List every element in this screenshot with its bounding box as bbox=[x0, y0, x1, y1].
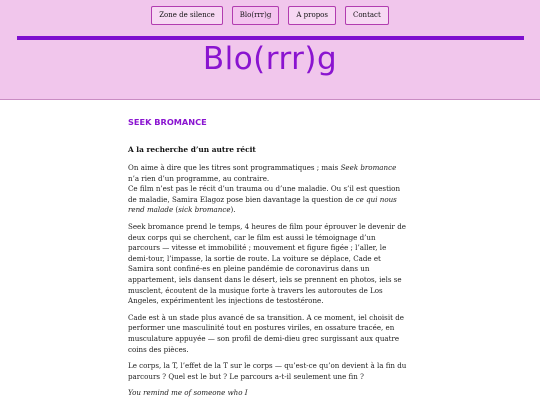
text: n’a rien d’un programme, au contraire. bbox=[128, 173, 270, 183]
nav-zone-de-silence[interactable]: Zone de silence bbox=[151, 6, 223, 25]
italic-text: You remind me of someone who I bbox=[128, 388, 248, 398]
site-header bbox=[0, 0, 540, 100]
site-title[interactable]: Blo(rrr)g bbox=[202, 41, 338, 77]
post-subtitle: A la recherche d’un autre récit bbox=[128, 145, 256, 154]
nav-blog[interactable]: Blo(rrr)g bbox=[232, 6, 280, 25]
text: Ce film n’est pas le récit d’un trauma ou d’une maladie. Ou s’il est question de maladie, Samira Elagoz pose bien davantage la question de bbox=[128, 184, 401, 204]
text: On aime à dire que les titres sont programmatiques ; mais bbox=[128, 163, 341, 172]
paragraph-2: Seek bromance prend le temps, 4 heures de film pour éprouver le devenir de deux corps qui se cherchent, car le film est aussi le témoignage d’un parcours — vitesse et immobilité ; mouvement et figure figée ; l’aller, le demi-tour, l’impasse, la sortie de route. La voiture se déplace, Cade et Samira sont confiné-es en pleine pandémie de coronavirus dans un appartement, iels dansent dans le désert, iels se prennent en photos, iels se musclent, écoutent de la musique forte à travers les autoroutes de Los Angeles, expérimentent les injections de testostérone. bbox=[128, 221, 406, 306]
text: ( bbox=[173, 205, 179, 215]
italic-text: ce qui nous rend malade bbox=[128, 194, 397, 215]
main-nav bbox=[0, 6, 540, 25]
nav-contact[interactable]: Contact bbox=[345, 6, 389, 25]
italic-text: sick bromance bbox=[178, 205, 231, 215]
post-content bbox=[128, 117, 408, 405]
post-title: SEEK BROMANCE bbox=[128, 117, 207, 127]
paragraph-3: Cade est à un stade plus avancé de sa transition. A ce moment, iel choisit de performer une masculinité tout en postures viriles, en ossature tracée, en musculature appuyée — son profil de demi-dieu grec surgissant aux quatre coins des pièces. bbox=[128, 312, 404, 354]
nav-a-propos[interactable]: A propos bbox=[288, 6, 336, 25]
paragraph-5 bbox=[128, 388, 408, 399]
text: ). bbox=[230, 205, 236, 215]
paragraph-4: Le corps, la T, l’effet de la T sur le corps — qu’est-ce qu’on devient à la fin du parcours ? Quel est le but ? Le parcours a-t-il seulement une fin ? bbox=[128, 361, 407, 381]
paragraph-1 bbox=[128, 163, 408, 216]
italic-text: Seek bromance bbox=[340, 163, 397, 172]
